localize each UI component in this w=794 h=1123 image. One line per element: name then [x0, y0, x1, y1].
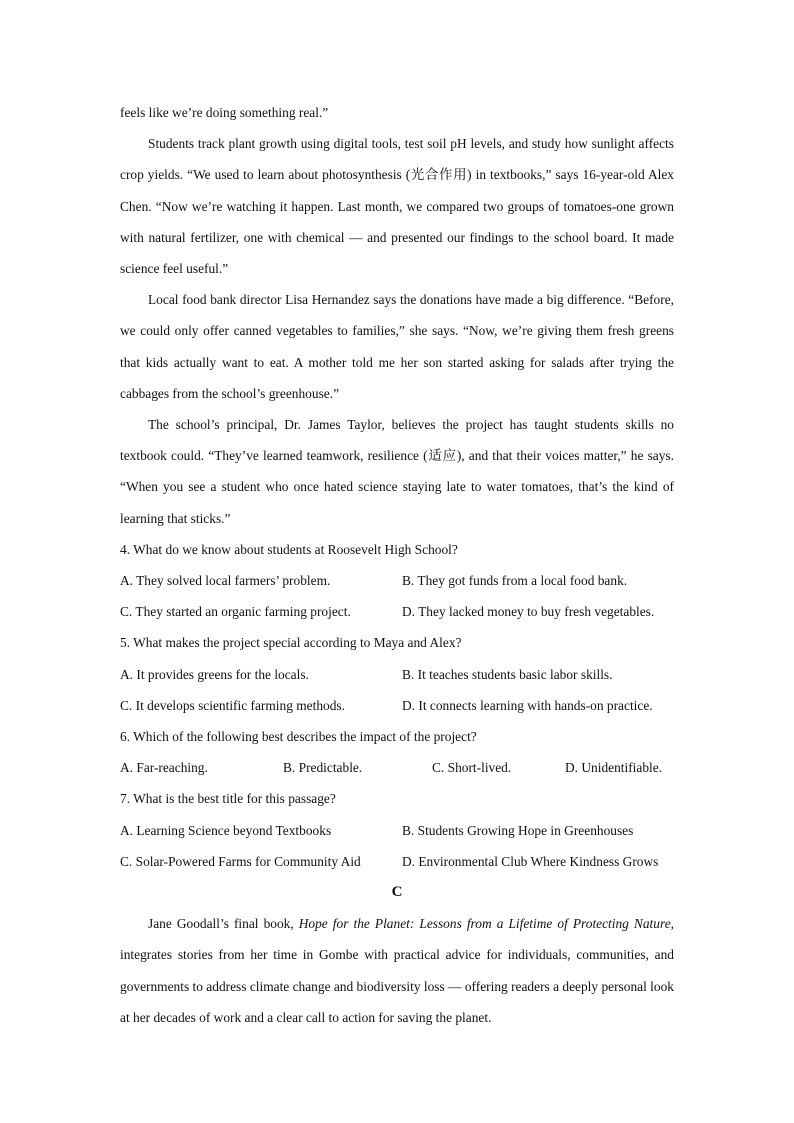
- option-d[interactable]: D. Environmental Club Where Kindness Grows: [402, 853, 659, 869]
- answer-options: [120, 752, 674, 783]
- option-c[interactable]: C. Solar-Powered Farms for Community Aid: [120, 853, 361, 869]
- paragraph-principal: The school’s principal, Dr. James Taylor, believes the project has taught students skills no textbook could. “They’ve learned teamwork, resilience (适应), and that their voices matter,” he says. “When you see a student who once hated science staying late to water tomatoes, that’s the kind of learning that sticks.”: [120, 417, 674, 526]
- intro-text: Jane Goodall’s final book,: [148, 916, 299, 932]
- option-a[interactable]: A. They solved local farmers’ problem.: [120, 573, 331, 589]
- question-5: [120, 627, 674, 721]
- option-a[interactable]: A. Learning Science beyond Textbooks: [120, 822, 332, 838]
- option-c[interactable]: C. They started an organic farming project.: [120, 604, 351, 620]
- paragraph-goodall: [120, 908, 674, 1033]
- answer-options: [120, 815, 674, 877]
- paragraph-continued: feels like we’re doing something real.”: [120, 105, 329, 120]
- option-b[interactable]: B. Students Growing Hope in Greenhouses: [402, 822, 634, 838]
- option-b[interactable]: B. Predictable.: [283, 760, 363, 776]
- book-title: Hope for the Planet: Lessons from a Lifetime of Protecting Nature,: [298, 916, 674, 932]
- question-stem: 6. Which of the following best describes the impact of the project?: [120, 729, 477, 745]
- answer-options: [120, 565, 674, 627]
- question-7: [120, 783, 674, 877]
- paragraph-photosynthesis: Students track plant growth using digital tools, test soil pH levels, and study how sunlight affects crop yields. “We used to learn about photosynthesis (光合作用) in textbooks,” says 16-year-old Alex Chen. “Now we’re watching it happen. Last month, we compared two groups of tomatoes-one grown with natural fertilizer, one with chemical — and presented our findings to the school board. It made science feel useful.”: [120, 136, 674, 277]
- question-4: [120, 534, 674, 628]
- option-c[interactable]: C. It develops scientific farming methods.: [120, 697, 345, 713]
- question-stem: 7. What is the best title for this passage?: [120, 791, 336, 807]
- section-heading: C: [391, 884, 403, 901]
- paragraph-food-bank: Local food bank director Lisa Hernandez says the donations have made a big difference. “Before, we could only offer canned vegetables to families,” she says. “Now, we’re giving them fresh greens that kids actually want to eat. A mother told me her son started asking for salads after trying the cabbages from the school’s greenhouse.”: [120, 292, 674, 401]
- question-stem: 4. What do we know about students at Roosevelt High School?: [120, 541, 458, 557]
- option-a[interactable]: A. Far-reaching.: [120, 760, 208, 776]
- question-stem: 5. What makes the project special according to Maya and Alex?: [120, 635, 462, 651]
- option-b[interactable]: B. It teaches students basic labor skills.: [402, 666, 613, 682]
- option-c[interactable]: C. Short-lived.: [432, 760, 512, 776]
- option-d[interactable]: D. It connects learning with hands-on practice.: [402, 697, 653, 713]
- option-b[interactable]: B. They got funds from a local food bank.: [402, 573, 628, 589]
- answer-options: [120, 659, 674, 721]
- intro-continued: integrates stories from her time in Gombe with practical advice for individuals, communities, and governments to address climate change and biodiversity loss — offering readers a deeply personal look at her decades of work and a clear call to action for saving the planet.: [120, 947, 674, 1025]
- question-6: [120, 721, 674, 783]
- option-d[interactable]: D. They lacked money to buy fresh vegetables.: [402, 604, 655, 620]
- option-d[interactable]: D. Unidentifiable.: [565, 760, 663, 776]
- document-body: [120, 97, 674, 1033]
- option-a[interactable]: A. It provides greens for the locals.: [120, 666, 309, 682]
